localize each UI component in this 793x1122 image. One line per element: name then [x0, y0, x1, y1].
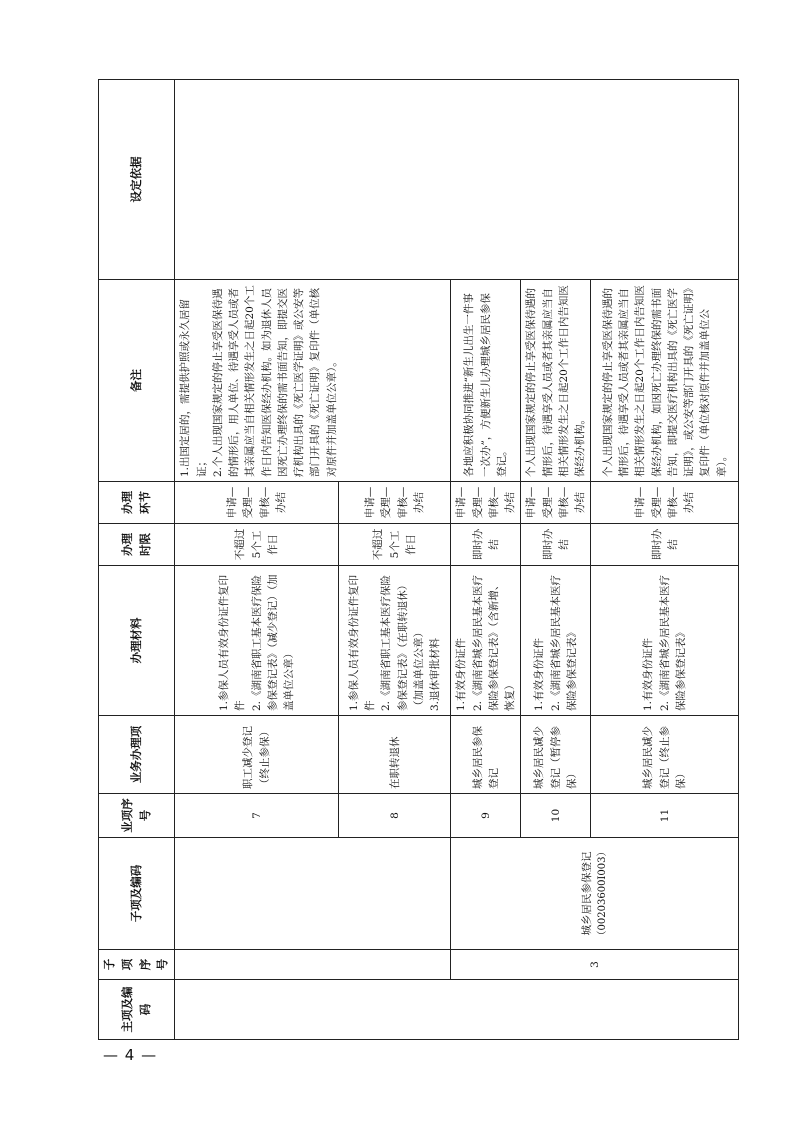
time-limit: 即时办结	[451, 524, 521, 566]
materials-cell	[339, 566, 451, 716]
header-remark: 备注	[99, 280, 175, 482]
remark-cell	[521, 280, 591, 482]
material-line: 1.有效身份证件	[455, 637, 468, 711]
biz-no: 9	[451, 794, 521, 838]
sub-name: 城乡居民参保登记	[580, 851, 593, 936]
header-time-limit: 办理时限	[99, 524, 175, 566]
biz-no: 7	[175, 794, 339, 838]
materials-cell	[591, 566, 739, 716]
material-line: 1.有效身份证件	[533, 637, 546, 711]
header-materials: 办理材料	[99, 566, 175, 716]
material-line: 2.《湖南省职工基本医疗保险参保登记表》（在职转退休）（加盖单位公章）	[380, 574, 426, 711]
material-line: 2.《湖南省职工基本医疗保险参保登记表》（减少登记）（加盖单位公章）	[250, 574, 296, 711]
remark-line: 各地应积极协同推进“新生儿出生一件事一次办”，方便新生儿办理城乡居民参保登记。	[463, 293, 508, 477]
material-line: 1.参保人员有效身份证件复印件	[218, 574, 247, 711]
page-number: — 4 —	[103, 1046, 158, 1064]
sub-no-cell-empty	[175, 950, 451, 980]
material-line: 2.《湖南省城乡居民基本医疗保险参保登记表》	[658, 574, 687, 711]
remark-line: 个人出现国家规定的停止享受医保待遇的情形后，待遇享受人员或者其亲属应当自相关情形发生之日起20个工作日内告知医保经办机构。	[525, 285, 587, 477]
header-main: 主项及编码	[99, 980, 175, 1040]
steps: 申请—受理—审核—办结	[521, 482, 591, 524]
sub-name-cell	[451, 838, 739, 950]
biz-name: 职工减少登记（终止参保）	[175, 716, 339, 794]
time-limit: 不超过5个工作日	[175, 524, 339, 566]
sub-code: （00203600I003）	[597, 846, 609, 941]
biz-no: 11	[591, 794, 739, 838]
header-sub-no: 子项序号	[99, 950, 175, 980]
header-steps: 办理环节	[99, 482, 175, 524]
material-line: 2.《湖南省城乡居民基本医疗保险参保登记表》（含新增、恢复）	[471, 574, 517, 711]
biz-no: 8	[339, 794, 451, 838]
remark-cell	[451, 280, 521, 482]
time-limit: 不超过5个工作日	[339, 524, 451, 566]
biz-name: 在职转退休	[339, 716, 451, 794]
header-basis: 设定依据	[99, 80, 175, 280]
materials-cell	[175, 566, 339, 716]
materials-cell	[451, 566, 521, 716]
biz-name: 城乡居民参保登记	[451, 716, 521, 794]
basis-cell	[175, 80, 739, 280]
biz-no: 10	[521, 794, 591, 838]
biz-name: 城乡居民减少登记（终止参保）	[591, 716, 739, 794]
table-row	[175, 80, 339, 1040]
remark-cell	[591, 280, 739, 482]
biz-name: 城乡居民减少登记（暂停参保）	[521, 716, 591, 794]
steps: 申请—受理—审核—办结	[175, 482, 339, 524]
time-limit: 即时办结	[591, 524, 739, 566]
steps: 申请—受理—审核—办结	[339, 482, 451, 524]
steps: 申请—受理—审核—办结	[451, 482, 521, 524]
materials-cell	[521, 566, 591, 716]
material-line: 2.《湖南省城乡居民基本医疗保险参保登记表》	[549, 574, 578, 711]
material-line: 3.退休审批材料	[429, 637, 442, 711]
time-limit: 即时办结	[521, 524, 591, 566]
remark-line: 1.出国定居的，需提供护照或永久居留证；	[179, 298, 208, 477]
material-line: 1.参保人员有效身份证件复印件	[347, 574, 377, 711]
service-table	[98, 79, 739, 1040]
remark-cell	[175, 280, 451, 482]
header-biz-no: 业项序号	[99, 794, 175, 838]
remark-line: 2.个人出现国家规定的停止享受医保待遇的情形后，用人单位、待遇享受人员或者其亲属应当自相关情形发生之日起20个工作日内告知医保经办机构。如为退休人员因死亡办理终保的需书面告知，即提交医疗机构出具的《死亡医学证明》或公安等部门开具的《死亡证明》复印件（单位核对原件并加盖单位公章）。	[211, 285, 338, 477]
header-biz-name: 业务办理项	[99, 716, 175, 794]
rotated-table-page	[98, 80, 728, 1040]
main-item-cell	[175, 980, 739, 1040]
steps: 申请—受理—审核—办结	[591, 482, 739, 524]
material-line: 1.有效身份证件	[642, 637, 655, 711]
remark-line: 个人出现国家规定的停止享受医保待遇的情形后，待遇享受人员或者其亲属应当自相关情形发生之日起20个工作日内告知医保经办机构，如因死亡办理终保的需书面告知，即提交医疗机构出具的《死亡医学证明》，或公安等部门开具的《死亡证明》复印件（单位核对原件并加盖单位公章）。	[601, 285, 728, 477]
sub-name-cell-empty	[175, 838, 451, 950]
sub-no: 3	[451, 950, 739, 980]
header-sub-name: 子项及编码	[99, 838, 175, 950]
